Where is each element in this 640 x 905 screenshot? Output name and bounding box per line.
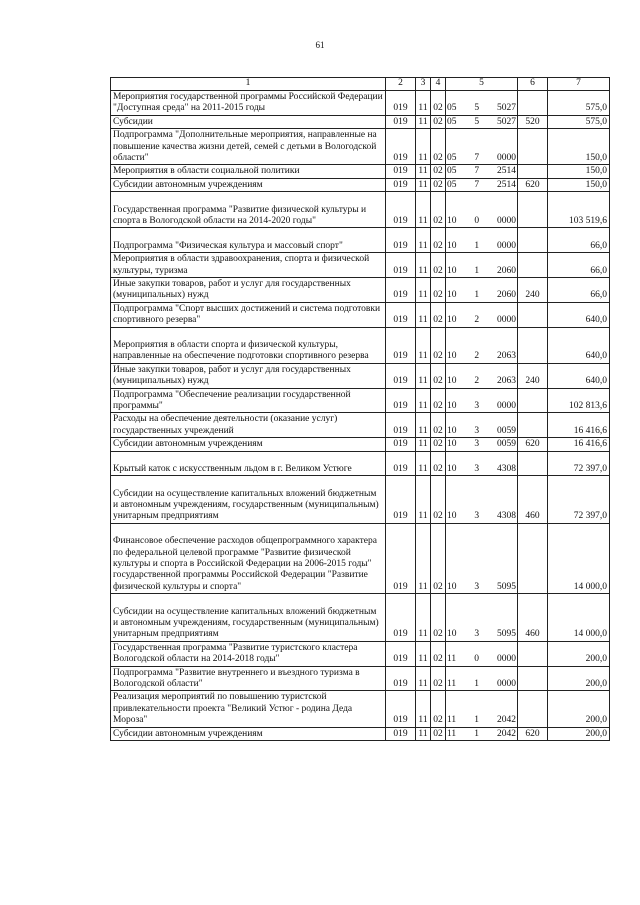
row-pr: 02: [431, 438, 446, 451]
row-vr: [518, 641, 548, 666]
csr-code: [447, 511, 516, 522]
row-pr: 02: [431, 165, 446, 178]
csr-part: 1: [474, 290, 480, 301]
header-cell-vr: 6: [518, 78, 548, 91]
row-rz: 11: [416, 727, 431, 740]
row-csr: [446, 523, 518, 593]
csr-part: 1: [474, 240, 480, 251]
row-name: Иные закупки товаров, работ и услуг для государственных (муниципальных) нужд: [111, 277, 386, 302]
row-csr: [446, 192, 518, 228]
csr-code: [447, 117, 516, 128]
csr-code: [447, 216, 516, 227]
row-name: Субсидии автономным учреждениям: [111, 727, 386, 740]
csr-code: [447, 351, 516, 362]
table-row: [111, 451, 610, 476]
csr-part: 10: [447, 351, 457, 362]
row-sum: 16 416,6: [548, 438, 610, 451]
row-rz: 11: [416, 115, 431, 128]
csr-part: 0000: [497, 152, 516, 163]
row-name: Субсидии автономным учреждениям: [111, 438, 386, 451]
row-vr: [518, 451, 548, 476]
csr-part: 4308: [497, 463, 516, 474]
table-row: [111, 165, 610, 178]
table-row: [111, 388, 610, 413]
row-sum: 640,0: [548, 302, 610, 327]
csr-part: 3: [474, 511, 480, 522]
row-gr: 019: [386, 451, 416, 476]
csr-part: 2060: [497, 290, 516, 301]
row-pr: 02: [431, 363, 446, 388]
row-name: Финансовое обеспечение расходов общепрограммного характера по федеральной целевой программе "Развитие физической культуры и спорта в Российской Федерации на 2006-2015 годы" государственной программы Российской Федерации "Развитие физической культуры и спорта": [111, 523, 386, 593]
csr-code: [447, 582, 516, 593]
row-rz: 11: [416, 277, 431, 302]
csr-part: 3: [474, 439, 480, 450]
header-cell-name: 1: [111, 78, 386, 91]
row-rz: 11: [416, 178, 431, 191]
csr-part: 10: [447, 581, 457, 592]
row-gr: 019: [386, 228, 416, 253]
row-csr: [446, 115, 518, 128]
csr-part: 1: [474, 265, 480, 276]
row-rz: 11: [416, 363, 431, 388]
csr-code: [447, 315, 516, 326]
row-sum: 200,0: [548, 727, 610, 740]
row-vr: 460: [518, 594, 548, 642]
csr-part: 2042: [497, 728, 516, 739]
table-row: [111, 727, 610, 740]
row-gr: 019: [386, 277, 416, 302]
csr-part: 05: [447, 179, 457, 190]
table-row: [111, 253, 610, 278]
row-rz: 11: [416, 228, 431, 253]
row-gr: 019: [386, 129, 416, 165]
table-row: [111, 363, 610, 388]
table-row: [111, 691, 610, 727]
row-vr: [518, 413, 548, 438]
row-rz: 11: [416, 641, 431, 666]
table-row: [111, 413, 610, 438]
table-row: [111, 91, 610, 116]
csr-part: 10: [447, 439, 457, 450]
csr-part: 11: [447, 679, 457, 690]
row-vr: 240: [518, 277, 548, 302]
csr-part: 3: [474, 581, 480, 592]
row-name: Субсидии автономным учреждениям: [111, 178, 386, 191]
row-rz: 11: [416, 523, 431, 593]
row-gr: 019: [386, 438, 416, 451]
row-gr: 019: [386, 115, 416, 128]
row-sum: 575,0: [548, 91, 610, 116]
csr-part: 0000: [497, 400, 516, 411]
csr-code: [447, 153, 516, 164]
csr-part: 2063: [497, 376, 516, 387]
row-vr: [518, 165, 548, 178]
csr-part: 10: [447, 265, 457, 276]
row-csr: [446, 91, 518, 116]
row-rz: 11: [416, 594, 431, 642]
csr-code: [447, 654, 516, 665]
row-pr: 02: [431, 727, 446, 740]
row-name: Мероприятия в области здравоохранения, спорта и физической культуры, туризма: [111, 253, 386, 278]
csr-part: 2: [474, 351, 480, 362]
row-name: Подпрограмма "Обеспечение реализации государственной программы": [111, 388, 386, 413]
csr-part: 5027: [497, 116, 516, 127]
csr-part: 10: [447, 400, 457, 411]
row-csr: [446, 476, 518, 524]
table-row: [111, 129, 610, 165]
row-pr: 02: [431, 451, 446, 476]
row-pr: 02: [431, 129, 446, 165]
csr-code: [447, 629, 516, 640]
row-rz: 11: [416, 253, 431, 278]
csr-part: 1: [474, 679, 479, 690]
row-vr: 620: [518, 727, 548, 740]
row-rz: 11: [416, 438, 431, 451]
csr-code: [447, 266, 516, 277]
row-sum: 66,0: [548, 253, 610, 278]
row-vr: [518, 192, 548, 228]
row-sum: 66,0: [548, 228, 610, 253]
csr-code: [447, 401, 516, 412]
row-pr: 02: [431, 178, 446, 191]
row-vr: [518, 228, 548, 253]
row-pr: 02: [431, 413, 446, 438]
csr-part: 0000: [497, 654, 516, 665]
csr-part: 0000: [497, 679, 516, 690]
csr-code: [447, 290, 516, 301]
csr-part: 2: [474, 315, 480, 326]
csr-part: 0000: [497, 240, 516, 251]
csr-part: 5: [474, 116, 480, 127]
row-name: Государственная программа "Развитие физической культуры и спорта в Вологодской области на 2014-2020 годы": [111, 192, 386, 228]
row-gr: 019: [386, 727, 416, 740]
csr-part: 0000: [497, 215, 516, 226]
row-gr: 019: [386, 178, 416, 191]
row-vr: [518, 523, 548, 593]
row-rz: 11: [416, 91, 431, 116]
row-vr: [518, 388, 548, 413]
csr-part: 10: [447, 463, 457, 474]
row-name: Государственная программа "Развитие туристского кластера Вологодской области на 2014-2018 годы": [111, 641, 386, 666]
table-row: [111, 115, 610, 128]
csr-part: 2514: [497, 179, 516, 190]
csr-part: 3: [474, 463, 480, 474]
row-gr: 019: [386, 523, 416, 593]
row-name: Субсидии на осуществление капитальных вложений бюджетным и автономным учреждениям, государственным (муниципальным) унитарным предприятиям: [111, 476, 386, 524]
row-sum: 640,0: [548, 327, 610, 363]
row-gr: 019: [386, 691, 416, 727]
row-gr: 019: [386, 327, 416, 363]
row-pr: 02: [431, 523, 446, 593]
row-pr: 02: [431, 91, 446, 116]
row-sum: 150,0: [548, 178, 610, 191]
row-csr: [446, 438, 518, 451]
row-rz: 11: [416, 388, 431, 413]
row-pr: 02: [431, 192, 446, 228]
row-csr: [446, 691, 518, 727]
row-csr: [446, 727, 518, 740]
row-name: Субсидии: [111, 115, 386, 128]
csr-code: [447, 679, 516, 690]
csr-part: 0000: [497, 315, 516, 326]
row-name: Подпрограмма "Дополнительные мероприятия, направленные на повышение качества жизни детей, семей с детьми в Вологодской области": [111, 129, 386, 165]
csr-part: 10: [447, 215, 457, 226]
row-gr: 019: [386, 165, 416, 178]
row-pr: 02: [431, 327, 446, 363]
row-sum: 575,0: [548, 115, 610, 128]
table-row: [111, 302, 610, 327]
csr-part: 2514: [497, 166, 516, 177]
csr-code: [447, 376, 516, 387]
row-csr: [446, 129, 518, 165]
row-pr: 02: [431, 666, 446, 691]
budget-table: [110, 77, 610, 741]
csr-part: 1: [474, 715, 479, 726]
row-gr: 019: [386, 302, 416, 327]
csr-code: [447, 715, 516, 726]
row-pr: 02: [431, 302, 446, 327]
csr-part: 2042: [497, 715, 516, 726]
row-rz: 11: [416, 691, 431, 727]
table-row: [111, 178, 610, 191]
csr-part: 2063: [497, 351, 516, 362]
row-sum: 66,0: [548, 277, 610, 302]
csr-part: 0059: [497, 439, 516, 450]
row-csr: [446, 388, 518, 413]
csr-part: 0: [474, 654, 479, 665]
row-name: Мероприятия государственной программы Российской Федерации "Доступная среда" на 2011-2015 годы: [111, 91, 386, 116]
row-csr: [446, 228, 518, 253]
row-vr: 520: [518, 115, 548, 128]
csr-code: [447, 166, 516, 177]
row-vr: 460: [518, 476, 548, 524]
row-csr: [446, 451, 518, 476]
row-csr: [446, 363, 518, 388]
row-vr: [518, 327, 548, 363]
header-cell-sum: 7: [548, 78, 610, 91]
row-gr: 019: [386, 253, 416, 278]
header-cell-gr: 2: [386, 78, 416, 91]
row-rz: 11: [416, 413, 431, 438]
row-name: Подпрограмма "Физическая культура и массовый спорт": [111, 228, 386, 253]
row-name: Мероприятия в области социальной политики: [111, 165, 386, 178]
row-sum: 200,0: [548, 691, 610, 727]
row-rz: 11: [416, 476, 431, 524]
row-sum: 103 519,6: [548, 192, 610, 228]
row-name: Подпрограмма "Развитие внутреннего и въездного туризма в Вологодской области": [111, 666, 386, 691]
row-gr: 019: [386, 476, 416, 524]
row-vr: [518, 91, 548, 116]
row-rz: 11: [416, 666, 431, 691]
row-vr: [518, 253, 548, 278]
row-sum: 150,0: [548, 129, 610, 165]
row-name: Мероприятия в области спорта и физической культуры, направленные на обеспечение подготовки спортивного резерва: [111, 327, 386, 363]
row-pr: 02: [431, 388, 446, 413]
csr-part: 3: [474, 629, 480, 640]
csr-part: 3: [474, 400, 480, 411]
row-rz: 11: [416, 302, 431, 327]
header-cell-rz: 3: [416, 78, 431, 91]
row-sum: 14 000,0: [548, 594, 610, 642]
row-pr: 02: [431, 115, 446, 128]
row-vr: 240: [518, 363, 548, 388]
table-row: [111, 523, 610, 593]
row-rz: 11: [416, 451, 431, 476]
row-vr: 620: [518, 438, 548, 451]
csr-part: 5: [474, 103, 480, 114]
row-vr: 620: [518, 178, 548, 191]
row-name: Подпрограмма "Спорт высших достижений и система подготовки спортивного резерва": [111, 302, 386, 327]
row-name: Крытый каток с искусственным льдом в г. Великом Устюге: [111, 451, 386, 476]
table-row: [111, 277, 610, 302]
row-rz: 11: [416, 165, 431, 178]
csr-part: 11: [447, 728, 457, 739]
row-sum: 72 397,0: [548, 451, 610, 476]
table-header-row: [111, 78, 610, 91]
csr-part: 10: [447, 290, 457, 301]
csr-part: 0059: [497, 425, 516, 436]
csr-part: 05: [447, 116, 457, 127]
table-row: [111, 438, 610, 451]
row-csr: [446, 165, 518, 178]
row-gr: 019: [386, 641, 416, 666]
row-pr: 02: [431, 228, 446, 253]
row-pr: 02: [431, 253, 446, 278]
row-rz: 11: [416, 192, 431, 228]
row-vr: [518, 666, 548, 691]
csr-part: 3: [474, 425, 480, 436]
csr-part: 10: [447, 376, 457, 387]
row-gr: 019: [386, 388, 416, 413]
row-rz: 11: [416, 129, 431, 165]
row-sum: 14 000,0: [548, 523, 610, 593]
row-vr: [518, 691, 548, 727]
table-row: [111, 476, 610, 524]
csr-code: [447, 729, 516, 740]
row-sum: 640,0: [548, 363, 610, 388]
csr-code: [447, 439, 516, 450]
row-gr: 019: [386, 91, 416, 116]
row-csr: [446, 302, 518, 327]
table-row: [111, 228, 610, 253]
row-csr: [446, 327, 518, 363]
row-vr: [518, 129, 548, 165]
csr-part: 10: [447, 425, 457, 436]
table-body: [111, 78, 610, 741]
table-row: [111, 327, 610, 363]
row-name: Реализация мероприятий по повышению туристской привлекательности проекта "Великий Устюг - родина Деда Мороза": [111, 691, 386, 727]
header-cell-csr: 5: [446, 78, 518, 91]
csr-part: 05: [447, 166, 457, 177]
csr-code: [447, 464, 516, 475]
row-sum: 102 813,6: [548, 388, 610, 413]
csr-part: 05: [447, 152, 457, 163]
row-name: Иные закупки товаров, работ и услуг для государственных (муниципальных) нужд: [111, 363, 386, 388]
csr-code: [447, 241, 516, 252]
row-gr: 019: [386, 363, 416, 388]
csr-part: 4308: [497, 511, 516, 522]
csr-part: 5027: [497, 103, 516, 114]
row-gr: 019: [386, 192, 416, 228]
row-gr: 019: [386, 666, 416, 691]
row-vr: [518, 302, 548, 327]
row-csr: [446, 178, 518, 191]
csr-part: 7: [474, 166, 480, 177]
row-name: Расходы на обеспечение деятельности (оказание услуг) государственных учреждений: [111, 413, 386, 438]
csr-part: 7: [474, 152, 480, 163]
csr-part: 11: [447, 715, 457, 726]
csr-code: [447, 426, 516, 437]
csr-part: 0: [474, 215, 480, 226]
row-gr: 019: [386, 413, 416, 438]
row-pr: 02: [431, 277, 446, 302]
csr-part: 2: [474, 376, 480, 387]
row-sum: 16 416,6: [548, 413, 610, 438]
csr-part: 2060: [497, 265, 516, 276]
row-csr: [446, 641, 518, 666]
csr-part: 1: [474, 728, 479, 739]
row-pr: 02: [431, 594, 446, 642]
csr-part: 10: [447, 240, 457, 251]
row-gr: 019: [386, 594, 416, 642]
row-csr: [446, 594, 518, 642]
csr-part: 05: [447, 103, 457, 114]
csr-part: 11: [447, 654, 457, 665]
row-csr: [446, 666, 518, 691]
table-row: [111, 641, 610, 666]
row-pr: 02: [431, 641, 446, 666]
csr-part: 10: [447, 511, 457, 522]
csr-part: 10: [447, 629, 457, 640]
csr-part: 5095: [497, 581, 516, 592]
row-sum: 72 397,0: [548, 476, 610, 524]
row-sum: 200,0: [548, 666, 610, 691]
row-csr: [446, 277, 518, 302]
table-row: [111, 594, 610, 642]
row-pr: 02: [431, 691, 446, 727]
table-row: [111, 666, 610, 691]
csr-part: 5095: [497, 629, 516, 640]
row-csr: [446, 253, 518, 278]
csr-part: 7: [474, 179, 480, 190]
row-sum: 200,0: [548, 641, 610, 666]
csr-code: [447, 180, 516, 191]
row-sum: 150,0: [548, 165, 610, 178]
csr-part: 10: [447, 315, 457, 326]
row-rz: 11: [416, 327, 431, 363]
header-cell-pr: 4: [431, 78, 446, 91]
page-number: 61: [315, 40, 325, 50]
row-pr: 02: [431, 476, 446, 524]
row-csr: [446, 413, 518, 438]
csr-code: [447, 103, 516, 114]
row-name: Субсидии на осуществление капитальных вложений бюджетным и автономным учреждениям, государственным (муниципальным) унитарным предприятиям: [111, 594, 386, 642]
table-row: [111, 192, 610, 228]
